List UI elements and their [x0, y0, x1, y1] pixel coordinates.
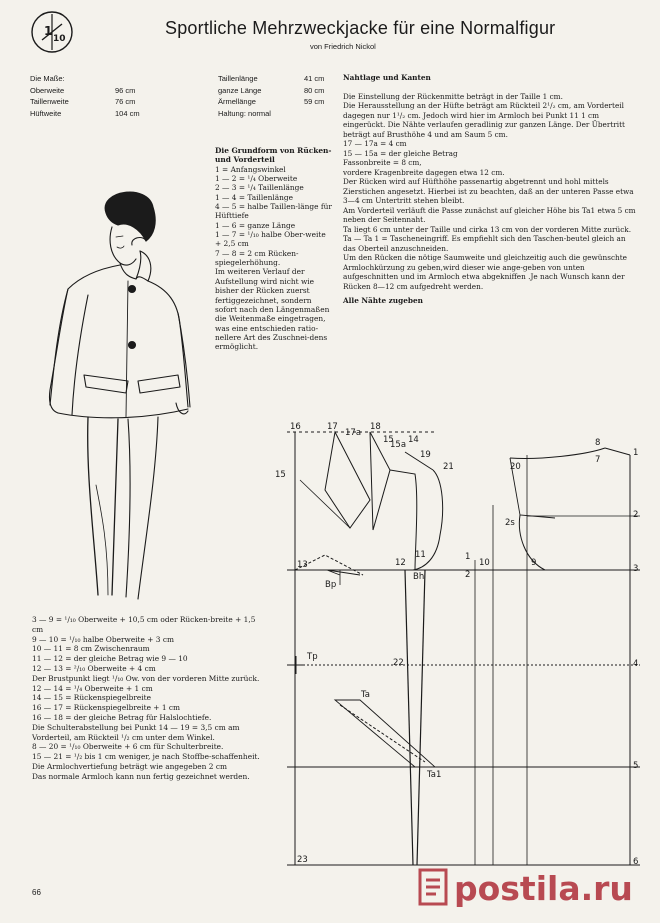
label-17a: 17a — [345, 428, 362, 438]
nahtlage-paragraph: Die Einstellung der Rückenmitte beträgt in der Taille 1 cm. — [343, 91, 563, 101]
step-line: Das normale Armloch kann nun fertig gezeichnet werden. — [32, 771, 250, 781]
label-15-side: 15 — [275, 470, 286, 480]
label-7: 7 — [595, 455, 601, 465]
label-15a: 15a — [390, 440, 407, 450]
step-line: Die Armlochvertiefung beträgt wie angegeben 2 cm — [32, 761, 227, 771]
grundform-line: 1 — 6 = ganze Länge — [215, 220, 296, 230]
step-line: Der Brustpunkt liegt ¹/₁₀ Ow. von der vorderen Mitte zurück. — [32, 673, 260, 683]
label-14: 14 — [408, 435, 419, 445]
measure-row: Taillenlänge 41 cm — [218, 74, 325, 83]
measure-row: Taillenweite 76 cm — [30, 97, 136, 107]
label-4: 4 — [633, 659, 639, 669]
nahtlage-paragraph: Um den Rücken die nötige Saumweite und gleichzeitig auch die gewünschte Armlochkürzung zu geben,wird dieser wie ange-geben von unten aufgeschnitten und im Armloch etwa abgekniffen .Je nach Wunsch kann der Rücken 8—12 cm aufgedreht werden. — [343, 253, 627, 291]
label-3: 3 — [633, 564, 639, 574]
label-6: 6 — [633, 857, 639, 867]
svg-text:1: 1 — [44, 24, 53, 38]
pattern-labels — [265, 410, 650, 875]
nahtlage-paragraph: Ta — Ta 1 = Tascheneingriff. Es empfiehlt sich den Taschen-beutel gleich an das Oberteil anzuschneiden. — [343, 234, 626, 253]
measures-heading: Die Maße: — [30, 74, 65, 83]
label-11: 11 — [415, 550, 426, 560]
step-line: 8 — 20 = ¹/₁₀ Oberweite + 6 cm für Schulterbreite. — [32, 742, 224, 752]
watermark-text: postila.ru — [454, 869, 633, 908]
grundform-line: 1 — 7 = ¹/₁₀ halbe Ober-weite + 2,5 cm — [215, 230, 326, 249]
watermark — [418, 862, 648, 910]
measure-row: Ärmellänge 59 cm — [218, 97, 325, 107]
label-20: 20 — [510, 462, 521, 472]
step-line: Die Schulterabstellung bei Punkt 14 — 19 = 3,5 cm am Vorderteil, am Rückteil ¹/₂ cm unter dem Winkel. — [32, 722, 240, 742]
grundform-line: 1 — 4 = Taillenlänge — [215, 192, 294, 202]
page-title: Sportliche Mehrzweckjacke für eine Normalfigur — [165, 18, 556, 38]
label-19: 19 — [420, 450, 431, 460]
label-8: 8 — [595, 438, 601, 448]
measure-row: Hüftweite 104 cm — [30, 108, 140, 118]
construction-steps — [32, 615, 267, 782]
grundform-section — [215, 146, 333, 352]
publisher-logo — [30, 10, 74, 54]
label-10: 10 — [479, 558, 490, 568]
nahtlage-paragraph: vordere Kragenbreite dagegen etwa 12 cm. — [343, 167, 505, 177]
grundform-line: 1 — 2 = ¹/₄ Oberweite — [215, 174, 298, 184]
measure-row: Haltung: normal — [218, 108, 271, 118]
nahtlage-paragraph: Die Herausstellung an der Hüfte beträgt am Rückteil 2¹/₂ cm, am Vorderteil dagegen nur 1¹/₂ cm. Jedoch wird hier im Armloch bei Punkt 11 1 cm eingerückt. Die Nähte verlaufen geradlinig zur ganzen Länge. Der Übertritt beträgt auf Brusthöhe 4 und am Saum 5 cm. — [343, 101, 625, 139]
label-13: 13 — [297, 560, 308, 570]
step-line: 15 — 21 = ¹/₂ bis 1 cm weniger, je nach Stoffbe-schaffenheit. — [32, 752, 260, 762]
label-Ta1: Ta1 — [427, 770, 442, 780]
label-1: 1 — [633, 448, 639, 458]
step-line: 9 — 10 = ¹/₁₀ halbe Oberweite + 3 cm — [32, 634, 174, 644]
label-18: 18 — [370, 422, 381, 432]
step-line: 16 — 18 = der gleiche Betrag für Halslochtiefe. — [32, 712, 212, 722]
label-15: 15 — [383, 435, 394, 445]
page-number: 66 — [32, 888, 41, 897]
step-line: 3 — 9 = ¹/₁₀ Oberweite + 10,5 cm oder Rücken-breite + 1,5 cm — [32, 615, 256, 634]
nahtlage-paragraph: 17 — 17a = 4 cm — [343, 139, 407, 148]
nahtlage-paragraph: Der Rücken wird auf Hüfthöhe passenartig abgetrennt und hohl mittels Zierstichen angesetzt. Hierbei ist zu beachten, daß an der unteren Passe etwa 3—4 cm Untertritt stehen bleibt. — [343, 177, 634, 205]
grundform-line: 2 — 3 = ¹/₄ Taillenlänge — [215, 183, 304, 193]
label-diagram-2: 2 — [465, 570, 471, 580]
measure-row: Oberweite 96 cm — [30, 85, 136, 95]
grundform-line: 4 — 5 = halbe Taillen-länge für Hüfttiefe — [215, 202, 332, 221]
label-2: 2 — [633, 510, 639, 520]
label-Bp: Bp — [325, 580, 337, 590]
grundform-line: 1 = Anfangswinkel — [215, 164, 286, 174]
measure-row: ganze Länge 80 cm — [218, 85, 325, 95]
label-23: 23 — [297, 855, 308, 865]
step-line: 12 — 13 = ²/₁₀ Oberweite + 4 cm — [32, 663, 156, 673]
label-21: 21 — [443, 462, 454, 472]
label-22: 22 — [393, 658, 404, 668]
grundform-heading: Die Grundform von Rücken- und Vorderteil — [215, 146, 332, 165]
measures-left — [30, 73, 180, 119]
label-12: 12 — [395, 558, 406, 568]
step-line: 11 — 12 = der gleiche Betrag wie 9 — 10 — [32, 654, 188, 664]
step-line: 12 — 14 = ¹/₄ Oberweite + 1 cm — [32, 683, 153, 693]
nahtlage-section — [343, 73, 639, 306]
label-9: 9 — [531, 558, 537, 568]
svg-text:10: 10 — [53, 34, 66, 44]
grundform-line: 7 — 8 = 2 cm Rücken-spiegelerhöhung. — [215, 248, 299, 268]
label-diagram-1: 1 — [465, 552, 471, 562]
grundform-paragraph: Im weiteren Verlauf der Aufstellung wird nicht wie bisher der Rücken zuerst fertiggezeichnet, sondern sofort nach den Längenmaßen die Weitenmaße eingetragen, was eine entschieden ratio-nellere Art des Zuschnei-dens ermöglicht. — [215, 267, 330, 352]
step-line: 14 — 15 = Rückenspiegelbreite — [32, 693, 151, 703]
label-16: 16 — [290, 422, 301, 432]
label-5: 5 — [633, 761, 639, 771]
jacket-figure-illustration — [28, 185, 218, 605]
measures-right — [218, 73, 338, 119]
nahtlage-heading: Nahtlage und Kanten — [343, 73, 431, 82]
label-Tp: Tp — [307, 652, 318, 662]
nahtlage-closing: Alle Nähte zugeben — [343, 296, 423, 305]
author-line: von Friedrich Nickol — [310, 42, 376, 51]
label-17: 17 — [327, 422, 338, 432]
step-line: 10 — 11 = 8 cm Zwischenraum — [32, 644, 150, 654]
label-2s: 2s — [505, 518, 515, 528]
nahtlage-paragraph: Ta liegt 6 cm unter der Taille und cirka 13 cm von der vorderen Mitte zurück. — [343, 224, 632, 234]
label-Bh: Bh — [413, 572, 425, 582]
nahtlage-paragraph: Am Vorderteil verläuft die Passe zunächst auf gleicher Höhe bis Ta1 etwa 5 cm neben der Seitennaht. — [343, 205, 636, 224]
step-line: 16 — 17 = Rückenspiegelbreite + 1 cm — [32, 703, 181, 713]
nahtlage-paragraph: Fassonbreite = 8 cm, — [343, 158, 422, 167]
nahtlage-paragraph: 15 — 15a = der gleiche Betrag — [343, 148, 458, 158]
label-Ta: Ta — [361, 690, 370, 700]
